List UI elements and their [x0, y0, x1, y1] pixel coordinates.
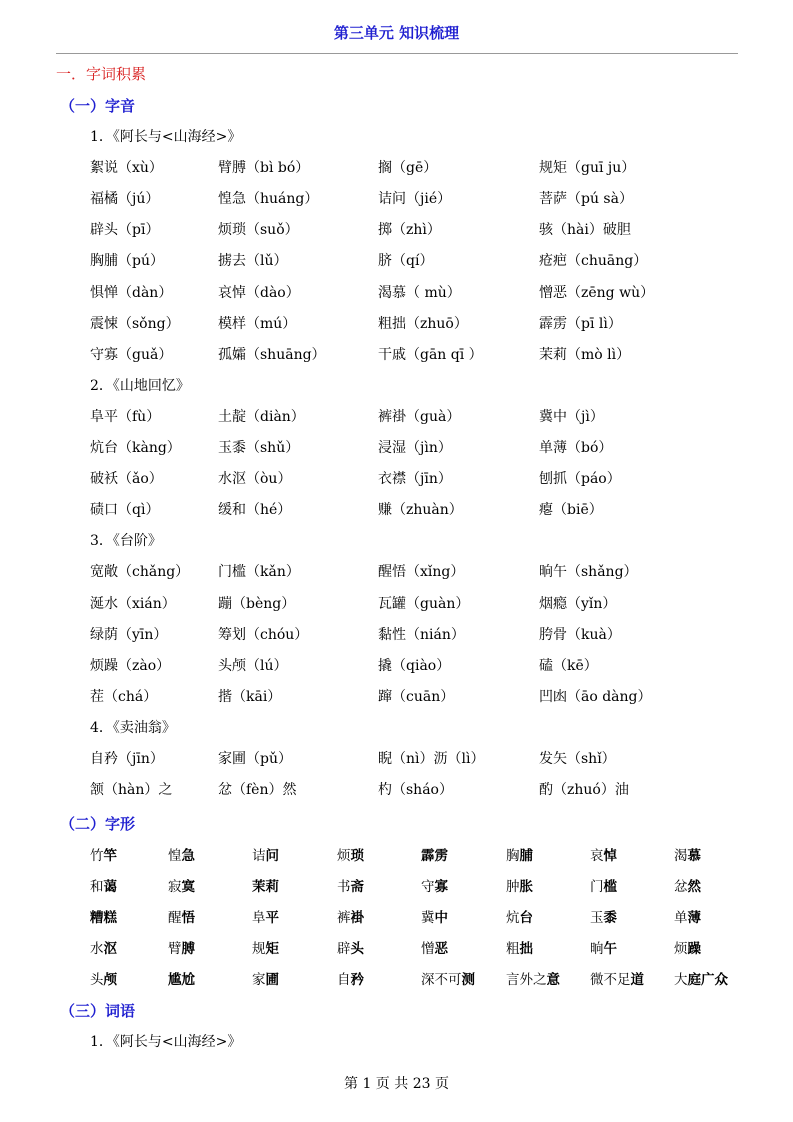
shape-word — [168, 875, 195, 895]
pron-entry: 水沤（òu） — [218, 471, 292, 487]
shape-word-plain: 水 — [90, 941, 104, 957]
pron-row — [0, 344, 793, 366]
shape-word — [590, 875, 617, 895]
shape-word — [674, 968, 728, 988]
shape-word — [252, 844, 279, 864]
pron-entry: 哀悼（dào） — [218, 285, 300, 301]
pron-entry: 宽敞（chǎng） — [90, 564, 190, 580]
pron-entry: 发矢（shǐ） — [539, 751, 616, 767]
pron-entry: 碛口（qì） — [90, 502, 160, 518]
shape-word-emphasis: 矩 — [265, 941, 279, 957]
shape-row — [0, 875, 793, 897]
shape-word — [590, 906, 617, 926]
words-group-label: 1．《阿长与<山海经>》 — [90, 1034, 242, 1050]
pron-entry: 黏性（nián） — [378, 627, 465, 643]
shape-word-emphasis: 台 — [519, 910, 533, 926]
shape-word-emphasis: 恶 — [434, 941, 448, 957]
shape-word-emphasis: 午 — [603, 941, 617, 957]
shape-word-plain: 门 — [590, 879, 604, 895]
shape-word — [90, 875, 117, 895]
shape-word — [421, 968, 475, 988]
shape-word — [168, 937, 195, 957]
shape-word-emphasis: 然 — [687, 879, 701, 895]
shape-word — [590, 968, 644, 988]
pron-row — [0, 188, 793, 210]
shape-word-emphasis: 褂 — [350, 910, 364, 926]
pron-entry: 胸脯（pú） — [90, 253, 164, 269]
pron-entry: 蹦（bèng） — [218, 596, 296, 612]
pron-row — [0, 157, 793, 179]
shape-word-plain: 竹 — [90, 848, 104, 864]
shape-word — [506, 875, 533, 895]
pron-entry: 磕（kē） — [539, 658, 598, 674]
pron-entry: 疮疤（chuāng） — [539, 253, 648, 269]
shape-word-plain: 和 — [90, 879, 104, 895]
pron-row — [0, 468, 793, 490]
shape-row — [0, 844, 793, 866]
pron-row — [0, 219, 793, 241]
shape-word-plain: 惶 — [168, 848, 182, 864]
shape-word-plain: 晌 — [590, 941, 604, 957]
pron-row — [0, 779, 793, 801]
shape-word — [252, 968, 279, 988]
shape-word — [590, 937, 617, 957]
pron-entry: 烟瘾（yǐn） — [539, 596, 617, 612]
pron-entry: 缓和（hé） — [218, 502, 292, 518]
shape-word — [506, 968, 560, 988]
shape-word-emphasis: 急 — [181, 848, 195, 864]
shape-word-emphasis: 悟 — [181, 910, 195, 926]
pron-entry: 霹雳（pī lì） — [539, 316, 622, 332]
shape-word-emphasis: 寡 — [434, 879, 448, 895]
shape-word-emphasis: 中 — [434, 910, 448, 926]
pron-entry: 瓦罐（guàn） — [378, 596, 470, 612]
shape-word-emphasis: 尴尬 — [168, 972, 195, 988]
shape-word-plain: 胸 — [506, 848, 520, 864]
pron-entry: 蹿（cuān） — [378, 689, 455, 705]
shape-word-plain: 冀 — [421, 910, 435, 926]
page-footer: 第 1 页 共 23 页 — [344, 1076, 449, 1092]
pron-entry: 刨抓（páo） — [539, 471, 621, 487]
shape-row — [0, 937, 793, 959]
pron-entry: 搁（gē） — [378, 160, 438, 176]
shape-word-emphasis: 霹雳 — [421, 848, 448, 864]
pron-row — [0, 250, 793, 272]
shape-word-plain: 渴 — [674, 848, 688, 864]
shape-word-plain: 深不可 — [421, 972, 462, 988]
shape-word-plain: 大 — [674, 972, 688, 988]
shape-word-plain: 哀 — [590, 848, 604, 864]
pron-group-label: 1．《阿长与<山海经>》 — [90, 129, 242, 145]
shape-word-emphasis: 薄 — [687, 910, 701, 926]
shape-word-emphasis: 问 — [265, 848, 279, 864]
pron-entry: 规矩（guī ju） — [539, 160, 636, 176]
pron-entry: 诘问（jié） — [378, 191, 452, 207]
pron-entry: 冀中（jì） — [539, 409, 604, 425]
shape-word-plain: 炕 — [506, 910, 520, 926]
shape-word — [90, 844, 117, 864]
shape-word-emphasis: 颅 — [103, 972, 117, 988]
pron-entry: 模样（mú） — [218, 316, 297, 332]
shape-word — [674, 844, 701, 864]
shape-word-plain: 憎 — [421, 941, 435, 957]
shape-word-emphasis: 竿 — [103, 848, 117, 864]
shape-word — [337, 844, 364, 864]
title-rule — [56, 53, 738, 54]
pron-entry: 杓（sháo） — [378, 782, 453, 798]
pron-entry: 守寡（guǎ） — [90, 347, 173, 363]
pron-entry: 睨（nì）沥（lì） — [378, 751, 485, 767]
shape-word-plain: 单 — [674, 910, 688, 926]
shape-word — [337, 875, 364, 895]
shape-word-emphasis: 槛 — [603, 879, 617, 895]
pron-row — [0, 655, 793, 677]
shape-word — [252, 937, 279, 957]
shape-word — [168, 844, 195, 864]
pron-entry: 头颅（lú） — [218, 658, 288, 674]
pron-group-label: 2．《山地回忆》 — [90, 378, 190, 394]
shape-word-emphasis: 蔼 — [103, 879, 117, 895]
pron-entry: 烦琐（suǒ） — [218, 222, 299, 238]
shape-word — [674, 906, 701, 926]
pron-entry: 浸湿（jìn） — [378, 440, 452, 456]
pron-entry: 憎恶（zēng wù） — [539, 285, 655, 301]
shape-word — [90, 906, 117, 926]
shape-row — [0, 968, 793, 990]
pron-entry: 衣襟（jīn） — [378, 471, 452, 487]
shape-word — [421, 844, 448, 864]
subsection-heading-words: （三）词语 — [60, 1002, 136, 1020]
pron-entry: 玉黍（shǔ） — [218, 440, 300, 456]
pron-entry: 烦躁（zào） — [90, 658, 171, 674]
shape-word-plain: 忿 — [674, 879, 688, 895]
shape-word-emphasis: 慕 — [687, 848, 701, 864]
shape-word-emphasis: 琐 — [350, 848, 364, 864]
shape-word — [506, 937, 533, 957]
pron-row — [0, 313, 793, 335]
shape-word-emphasis: 膊 — [181, 941, 195, 957]
shape-word-plain: 阜 — [252, 910, 266, 926]
pron-row — [0, 748, 793, 770]
pron-entry: 炕台（kàng） — [90, 440, 181, 456]
pron-entry: 土靛（diàn） — [218, 409, 305, 425]
pron-entry: 脐（qí） — [378, 253, 434, 269]
pron-entry: 阜平（fù） — [90, 409, 161, 425]
pron-entry: 撬（qiào） — [378, 658, 451, 674]
pron-entry: 家圃（pǔ） — [218, 751, 292, 767]
pron-entry: 茉莉（mò lì） — [539, 347, 631, 363]
shape-word — [337, 937, 364, 957]
pron-group-label: 3．《台阶》 — [90, 533, 162, 549]
shape-word — [674, 875, 701, 895]
pron-entry: 菩萨（pú sà） — [539, 191, 633, 207]
shape-word-emphasis: 黍 — [603, 910, 617, 926]
pron-entry: 瘪（biē） — [539, 502, 603, 518]
shape-word — [421, 937, 448, 957]
shape-word — [506, 906, 533, 926]
shape-word-emphasis: 圃 — [265, 972, 279, 988]
shape-word — [337, 968, 364, 988]
shape-word-emphasis: 庭广众 — [687, 972, 728, 988]
shape-word — [168, 906, 195, 926]
shape-word — [90, 937, 117, 957]
pron-entry: 晌午（shǎng） — [539, 564, 638, 580]
shape-word — [590, 844, 617, 864]
pron-entry: 骇（hài）破胆 — [539, 222, 631, 238]
shape-word-emphasis: 糟糕 — [90, 910, 117, 926]
pron-entry: 惧惮（dàn） — [90, 285, 173, 301]
shape-word-emphasis: 拙 — [519, 941, 533, 957]
shape-word-plain: 诘 — [252, 848, 266, 864]
shape-word-plain: 辟 — [337, 941, 351, 957]
pron-entry: 粗拙（zhuō） — [378, 316, 468, 332]
shape-word — [506, 844, 533, 864]
pron-entry: 单薄（bó） — [539, 440, 613, 456]
shape-word-emphasis: 寞 — [181, 879, 195, 895]
pron-entry: 福橘（jú） — [90, 191, 160, 207]
shape-word-emphasis: 道 — [630, 972, 644, 988]
pron-entry: 震悚（sǒng） — [90, 316, 180, 332]
shape-word — [252, 875, 279, 895]
shape-word-plain: 玉 — [590, 910, 604, 926]
pron-entry: 絮说（xù） — [90, 160, 163, 176]
pron-entry: 渴慕（ mù） — [378, 285, 461, 301]
pron-entry: 掳去（lǔ） — [218, 253, 288, 269]
shape-word-plain: 守 — [421, 879, 435, 895]
pron-entry: 颔（hàn）之 — [90, 782, 173, 798]
pron-entry: 赚（zhuàn） — [378, 502, 463, 518]
shape-word-plain: 微不足 — [590, 972, 631, 988]
shape-word — [168, 968, 195, 988]
shape-word-emphasis: 头 — [350, 941, 364, 957]
pron-row — [0, 561, 793, 583]
pron-entry: 破袄（ǎo） — [90, 471, 163, 487]
pron-entry: 门槛（kǎn） — [218, 564, 300, 580]
pron-row — [0, 437, 793, 459]
shape-word-plain: 书 — [337, 879, 351, 895]
pron-entry: 凹凼（āo dàng） — [539, 689, 652, 705]
subsection-heading-character-shape: （二）字形 — [60, 815, 136, 833]
shape-word-emphasis: 躁 — [687, 941, 701, 957]
shape-word-emphasis: 胀 — [519, 879, 533, 895]
pron-entry: 干戚（gān qī ） — [378, 347, 483, 363]
pron-entry: 掷（zhì） — [378, 222, 441, 238]
pron-entry: 辟头（pī） — [90, 222, 160, 238]
pron-row — [0, 686, 793, 708]
shape-word-plain: 裤 — [337, 910, 351, 926]
shape-word-emphasis: 矜 — [350, 972, 364, 988]
shape-word-plain: 粗 — [506, 941, 520, 957]
shape-word-plain: 醒 — [168, 910, 182, 926]
shape-word-emphasis: 悼 — [603, 848, 617, 864]
shape-word-emphasis: 意 — [546, 972, 560, 988]
shape-word-plain: 肿 — [506, 879, 520, 895]
shape-row — [0, 906, 793, 928]
shape-word-emphasis: 沤 — [103, 941, 117, 957]
pron-entry: 惶急（huáng） — [218, 191, 319, 207]
pron-entry: 涎水（xián） — [90, 596, 176, 612]
pron-entry: 臂膊（bì bó） — [218, 160, 310, 176]
shape-word — [421, 906, 448, 926]
shape-word — [421, 875, 448, 895]
shape-word-plain: 头 — [90, 972, 104, 988]
pron-entry: 孤孀（shuāng） — [218, 347, 326, 363]
pron-entry: 裤褂（guà） — [378, 409, 461, 425]
pron-entry: 忿（fèn）然 — [218, 782, 297, 798]
pron-entry: 醒悟（xǐng） — [378, 564, 465, 580]
pron-entry: 茬（chá） — [90, 689, 158, 705]
pron-entry: 胯骨（kuà） — [539, 627, 621, 643]
shape-word — [337, 906, 364, 926]
shape-word-plain: 言外之 — [506, 972, 547, 988]
shape-word-emphasis: 脯 — [519, 848, 533, 864]
pron-entry: 揩（kāi） — [218, 689, 282, 705]
shape-word-emphasis: 平 — [265, 910, 279, 926]
pron-entry: 筹划（chóu） — [218, 627, 309, 643]
pron-row — [0, 406, 793, 428]
shape-word-plain: 家 — [252, 972, 266, 988]
shape-word-emphasis: 茉莉 — [252, 879, 279, 895]
shape-word — [252, 906, 279, 926]
pron-row — [0, 624, 793, 646]
section-heading-vocabulary: 一．字词积累 — [56, 65, 147, 83]
shape-word-emphasis: 测 — [461, 972, 475, 988]
shape-word-plain: 臂 — [168, 941, 182, 957]
shape-word-plain: 烦 — [674, 941, 688, 957]
pron-row — [0, 282, 793, 304]
pron-row — [0, 593, 793, 615]
pron-entry: 酌（zhuó）油 — [539, 782, 629, 798]
shape-word-emphasis: 斋 — [350, 879, 364, 895]
page-title: 第三单元 知识梳理 — [333, 24, 460, 42]
shape-word — [90, 968, 117, 988]
shape-word-plain: 烦 — [337, 848, 351, 864]
pron-entry: 绿荫（yīn） — [90, 627, 168, 643]
pron-group-label: 4．《卖油翁》 — [90, 720, 176, 736]
shape-word-plain: 规 — [252, 941, 266, 957]
subsection-heading-pronunciation: （一）字音 — [60, 97, 136, 115]
pron-row — [0, 499, 793, 521]
shape-word-plain: 自 — [337, 972, 351, 988]
shape-word-plain: 寂 — [168, 879, 182, 895]
shape-word — [674, 937, 701, 957]
pron-entry: 自矜（jīn） — [90, 751, 164, 767]
